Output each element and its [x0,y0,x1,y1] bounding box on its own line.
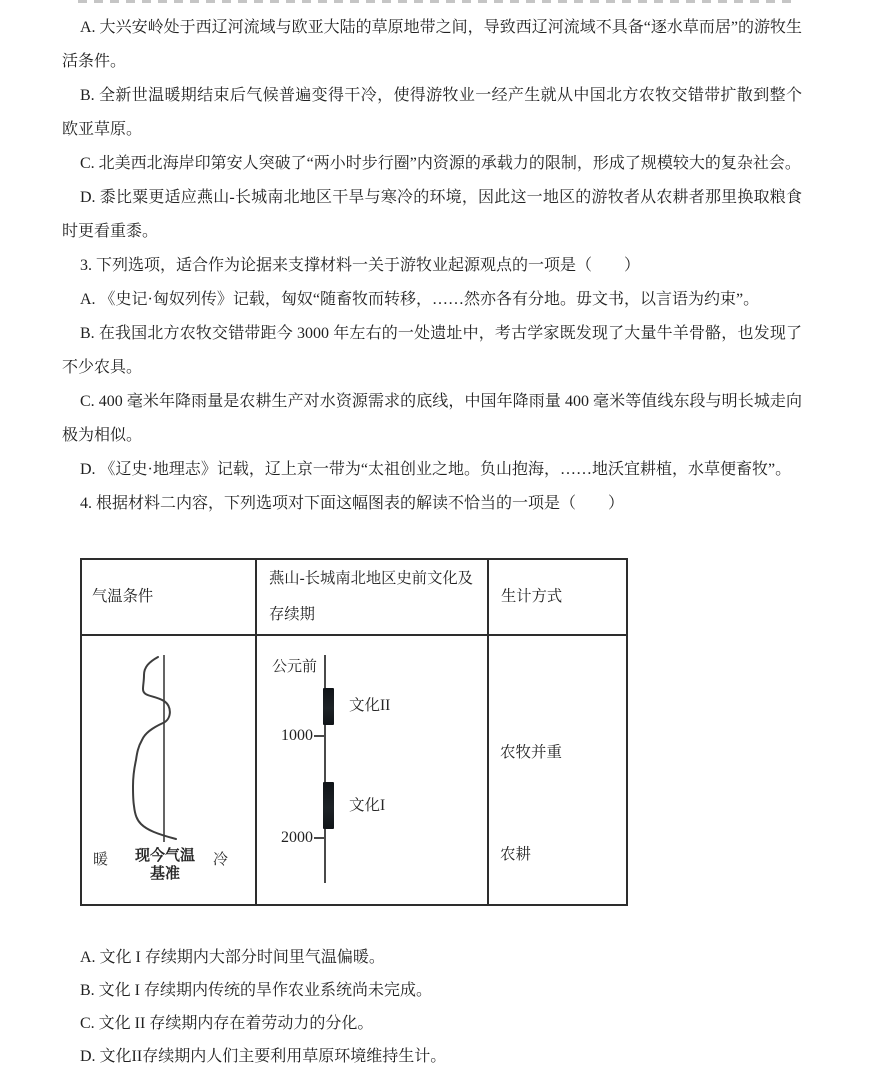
header-col3-label: 生计方式 [501,588,563,605]
cold-label: 冷 [213,852,229,868]
livelihood-lower-label: 农耕 [500,846,532,863]
q4-stem: 4. 根据材料二内容，下列选项对下面这幅图表的解读不恰当的一项是（ ） [80,495,625,512]
tick-label-1000: 1000 [281,727,313,744]
tick-mark-2000 [314,837,324,839]
q2-option-d: D. 黍比粟更适应燕山-长城南北地区干旱与寒冷的环境，因此这一地区的游牧者从农耕者那里换取粮食时更看重黍。 [62,189,802,240]
table-body-row [82,636,626,904]
culture-2-period-bar [323,688,334,725]
q3-option-a: A. 《史记·匈奴列传》记载，匈奴“随畜牧而转移，……然亦各有分地。毋文书，以言语为约束”。 [80,291,760,308]
header-livelihood-mode [489,560,626,636]
culture-2-label: 文化II [349,697,391,714]
q4-option-b: B. 文化 I 存续期内传统的旱作农业系统尚未完成。 [80,982,433,999]
q3-option-b: B. 在我国北方农牧交错带距今 3000 年左右的一处遗址中，考古学家既发现了大量牛羊骨骼，也发现了不少农具。 [62,325,802,376]
tick-mark-1000 [314,735,324,737]
baseline-label-line2: 基准 [149,866,180,882]
question-text-block [62,11,802,521]
q4-option-d: D. 文化II存续期内人们主要利用草原环境维持生计。 [80,1048,447,1065]
temperature-curve-line [133,657,176,839]
baseline-label-line1: 现今气温 [134,848,195,864]
livelihood-upper-label: 农牧并重 [500,744,563,761]
clipped-previous-line [78,0,792,3]
header-temperature-conditions [82,560,257,636]
table-header-row [82,560,626,636]
era-bce-label: 公元前 [272,659,318,675]
tick-label-2000: 2000 [281,829,313,846]
q2-option-c: C. 北美西北海岸印第安人突破了“两小时步行圈”内资源的承载力的限制，形成了规模较大的复杂社会。 [80,155,801,172]
q3-stem: 3. 下列选项，适合作为论据来支撑材料一关于游牧业起源观点的一项是（ ） [80,257,641,274]
q4-diagram-table [80,558,628,906]
warm-label: 暖 [93,852,109,868]
q2-option-a: A. 大兴安岭处于西辽河流域与欧亚大陆的草原地带之间，导致西辽河流域不具备“逐水草而居”的游牧生活条件。 [62,19,802,70]
q4-option-a: A. 文化 I 存续期内大部分时间里气温偏暖。 [80,949,385,966]
q4-options-block [62,941,802,1073]
header-prehistoric-cultures [257,560,489,636]
q2-option-b: B. 全新世温暖期结束后气候普遍变得干冷，使得游牧业一经产生就从中国北方农牧交错带扩散到整个欧亚草原。 [62,87,802,138]
culture-1-period-bar [323,782,334,829]
current-temperature-baseline-label [122,847,208,883]
q3-option-c: C. 400 毫米年降雨量是农耕生产对水资源需求的底线，中国年降雨量 400 毫米等值线东段与明长城走向极为相似。 [62,393,802,444]
temperature-curve-cell [82,636,257,904]
culture-1-label: 文化I [349,797,386,814]
q3-option-d: D. 《辽史·地理志》记载，辽上京一带为“太祖创业之地。负山抱海，……地沃宜耕植，水草便畜牧”。 [80,461,792,478]
culture-timeline-cell [257,636,489,904]
header-col1-label: 气温条件 [92,588,154,605]
livelihood-cell [489,636,626,904]
header-col2-label: 燕山-长城南北地区史前文化及存续期 [269,570,473,623]
q4-option-c: C. 文化 II 存续期内存在着劳动力的分化。 [80,1015,374,1032]
